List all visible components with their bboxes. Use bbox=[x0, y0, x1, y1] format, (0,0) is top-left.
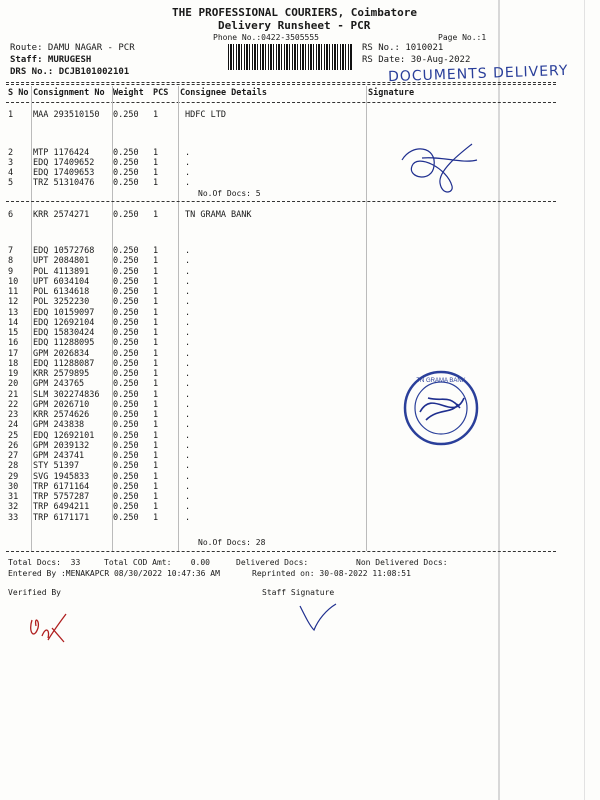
reprinted-on: Reprinted on: 30-08-2022 11:08:51 bbox=[252, 569, 411, 578]
cell-wt: 0.250 bbox=[113, 246, 139, 256]
cell-sno: 33 bbox=[8, 512, 19, 523]
cell-con: . bbox=[185, 317, 191, 328]
cell-cno: EDQ 10572768 bbox=[33, 246, 95, 256]
cell-pcs: 1 bbox=[153, 451, 159, 461]
scan-edge-line bbox=[584, 0, 585, 800]
cell-con: . bbox=[185, 297, 191, 308]
cell-con: . bbox=[185, 256, 191, 267]
cell-cno: TRP 6171171 bbox=[33, 512, 90, 523]
cell-con: . bbox=[185, 451, 191, 461]
cell-cno: EDQ 11288087 bbox=[33, 358, 95, 369]
col-signature: Signature bbox=[368, 88, 415, 98]
consignee-signature-hdfc bbox=[392, 138, 482, 198]
cell-cno: POL 3252230 bbox=[33, 297, 90, 308]
cell-sno: 31 bbox=[8, 492, 19, 502]
cell-cno: STY 51397 bbox=[33, 461, 80, 472]
cell-cno: EDQ 12692104 bbox=[33, 317, 95, 328]
cell-wt: 0.250 bbox=[113, 297, 139, 308]
cell-pcs: 1 bbox=[153, 461, 159, 472]
cell-pcs: 1 bbox=[153, 440, 159, 451]
cell-sno: 6 bbox=[8, 210, 14, 220]
page-number: Page No.:1 bbox=[438, 33, 487, 42]
header-rule-bottom bbox=[6, 102, 556, 103]
cell-cno: GPM 2026834 bbox=[33, 348, 90, 359]
cell-wt: 0.250 bbox=[113, 440, 139, 451]
cell-pcs: 1 bbox=[153, 246, 159, 256]
cell-con: . bbox=[185, 440, 191, 451]
cell-sno: 32 bbox=[8, 502, 19, 513]
col-pcs: PCS bbox=[153, 88, 169, 98]
cell-wt: 0.250 bbox=[113, 358, 139, 369]
cell-pcs: 1 bbox=[153, 481, 159, 492]
cell-wt: 0.250 bbox=[113, 389, 139, 400]
group1-docs-count: No.Of Docs: 5 bbox=[198, 189, 261, 198]
cell-sno: 9 bbox=[8, 266, 14, 277]
header-rule-top-2 bbox=[6, 84, 556, 85]
cell-con: . bbox=[185, 430, 191, 441]
cell-con: . bbox=[185, 389, 191, 400]
cell-con: TN GRAMA BANK bbox=[185, 210, 252, 220]
cell-pcs: 1 bbox=[153, 348, 159, 359]
cell-pcs: 1 bbox=[153, 317, 159, 328]
cell-sno: 22 bbox=[8, 399, 19, 410]
page-title: Delivery Runsheet - PCR bbox=[218, 19, 371, 32]
cell-wt: 0.250 bbox=[113, 276, 139, 287]
cell-sno: 11 bbox=[8, 287, 19, 297]
cell-con: . bbox=[185, 358, 191, 369]
col-weight: Weight bbox=[113, 88, 144, 98]
total-docs-label: Total Docs: 33 bbox=[8, 558, 81, 567]
rs-date: RS Date: 30-Aug-2022 bbox=[362, 55, 471, 65]
cell-sno: 19 bbox=[8, 369, 19, 379]
cell-cno: KRR 2574271 bbox=[33, 210, 90, 220]
verified-by: Verified By bbox=[8, 588, 61, 597]
staff-signature-label: Staff Signature bbox=[262, 588, 335, 597]
col-sno: S No bbox=[8, 88, 29, 98]
cell-wt: 0.250 bbox=[113, 328, 139, 338]
company-name: THE PROFESSIONAL COURIERS, Coimbatore bbox=[172, 6, 418, 19]
cell-sno: 28 bbox=[8, 461, 19, 472]
cell-con: . bbox=[185, 399, 191, 410]
cell-wt: 0.250 bbox=[113, 451, 139, 461]
bank-round-seal bbox=[398, 368, 484, 448]
cell-wt: 0.250 bbox=[113, 379, 139, 390]
cell-sno: 27 bbox=[8, 451, 19, 461]
cell-wt: 0.250 bbox=[113, 287, 139, 297]
drs-number: DRS No.: DCJB101002101 bbox=[10, 67, 130, 77]
cell-cno: TRP 6494211 bbox=[33, 502, 90, 513]
cell-pcs: 1 bbox=[153, 338, 159, 349]
cell-con: . bbox=[185, 410, 191, 420]
cell-con: . bbox=[185, 379, 191, 390]
cell-sno: 15 bbox=[8, 328, 19, 338]
total-docs-value: 33 bbox=[70, 558, 81, 567]
cell-sno: 12 bbox=[8, 297, 19, 308]
column-divider bbox=[31, 86, 32, 551]
cell-pcs: 1 bbox=[153, 399, 159, 410]
cell-wt: 0.250 bbox=[113, 481, 139, 492]
cell-wt: 0.250 bbox=[113, 369, 139, 379]
cell-con: . bbox=[185, 276, 191, 287]
cell-cno: GPM 243838 bbox=[33, 420, 85, 431]
cell-cno: GPM 2026710 bbox=[33, 399, 90, 410]
cell-wt: 0.250 bbox=[113, 461, 139, 472]
cell-pcs: 1 bbox=[153, 276, 159, 287]
cell-con: . bbox=[185, 338, 191, 349]
cell-con: . bbox=[185, 502, 191, 513]
col-consignee: Consignee Details bbox=[180, 88, 267, 98]
cell-pcs: 1 bbox=[153, 389, 159, 400]
staff-name: Staff: MURUGESH bbox=[10, 55, 92, 65]
cell-cno: SVG 1945833 bbox=[33, 471, 90, 482]
cell-sno: 30 bbox=[8, 481, 19, 492]
cell-wt: 0.250 bbox=[113, 266, 139, 277]
cell-sno: 23 bbox=[8, 410, 19, 420]
cell-wt: 0.250 bbox=[113, 338, 139, 349]
cell-sno: 10 bbox=[8, 276, 19, 287]
column-divider bbox=[366, 86, 367, 551]
cell-sno: 8 bbox=[8, 256, 14, 267]
column-divider bbox=[178, 86, 179, 551]
cell-wt: 0.250 bbox=[113, 420, 139, 431]
cell-pcs: 1 bbox=[153, 287, 159, 297]
cell-wt: 0.250 bbox=[113, 256, 139, 267]
cell-pcs: 1 bbox=[153, 297, 159, 308]
total-cod: Total COD Amt: 0.00 bbox=[104, 558, 210, 567]
svg-text:TN GRAMA BANK: TN GRAMA BANK bbox=[416, 378, 466, 384]
cell-cno: SLM 302274836 bbox=[33, 389, 100, 400]
cell-sno: 14 bbox=[8, 317, 19, 328]
cell-pcs: 1 bbox=[153, 328, 159, 338]
cell-con: . bbox=[185, 461, 191, 472]
cell-wt: 0.250 bbox=[113, 210, 139, 220]
cell-sno: 17 bbox=[8, 348, 19, 359]
cell-pcs: 1 bbox=[153, 256, 159, 267]
cell-pcs: 1 bbox=[153, 410, 159, 420]
cell-cno: GPM 243765 bbox=[33, 379, 85, 390]
cell-cno: KRR 2579895 bbox=[33, 369, 90, 379]
cell-wt: 0.250 bbox=[113, 502, 139, 513]
cell-pcs: 1 bbox=[153, 307, 159, 318]
cell-pcs: 1 bbox=[153, 420, 159, 431]
cell-sno: 16 bbox=[8, 338, 19, 349]
cell-wt: 0.250 bbox=[113, 512, 139, 523]
scan-edge-line bbox=[498, 0, 500, 800]
cell-cno: GPM 2039132 bbox=[33, 440, 90, 451]
cell-cno: UPT 2084801 bbox=[33, 256, 90, 267]
cell-wt: 0.250 bbox=[113, 317, 139, 328]
entered-by: Entered By :MENAKAPCR 08/30/2022 10:47:36 AM bbox=[8, 569, 220, 578]
cell-sno: 20 bbox=[8, 379, 19, 390]
rs-number: RS No.: 1010021 bbox=[362, 43, 444, 53]
cell-cno: EDQ 11288095 bbox=[33, 338, 95, 349]
cell-pcs: 1 bbox=[153, 502, 159, 513]
cell-con: . bbox=[185, 266, 191, 277]
cell-wt: 0.250 bbox=[113, 348, 139, 359]
documents-delivery-stamp: DOCUMENTS DELIVERY bbox=[387, 62, 569, 86]
cell-cno: EDQ 15830424 bbox=[33, 328, 95, 338]
cell-sno: 13 bbox=[8, 307, 19, 318]
cell-pcs: 1 bbox=[153, 369, 159, 379]
phone-number: Phone No.:0422-3505555 bbox=[213, 33, 319, 42]
cell-wt: 0.250 bbox=[113, 399, 139, 410]
cell-sno: 26 bbox=[8, 440, 19, 451]
cell-cno: GPM 243741 bbox=[33, 451, 85, 461]
header-rule-top bbox=[6, 82, 556, 83]
cell-con: . bbox=[185, 512, 191, 523]
total-cod-value: 0.00 bbox=[190, 558, 210, 567]
cell-con: . bbox=[185, 369, 191, 379]
verified-by-signature bbox=[24, 606, 74, 648]
cell-cno: POL 4113891 bbox=[33, 266, 90, 277]
cell-pcs: 1 bbox=[153, 471, 159, 482]
cell-pcs: 1 bbox=[153, 210, 159, 220]
cell-pcs: 1 bbox=[153, 358, 159, 369]
cell-cno: TRP 5757287 bbox=[33, 492, 90, 502]
cell-con: . bbox=[185, 348, 191, 359]
group2-docs-count: No.Of Docs: 28 bbox=[198, 538, 266, 547]
cell-con: . bbox=[185, 307, 191, 318]
cell-wt: 0.250 bbox=[113, 410, 139, 420]
cell-sno: 18 bbox=[8, 358, 19, 369]
cell-cno: UPT 6034104 bbox=[33, 276, 90, 287]
cell-cno: EDQ 10159097 bbox=[33, 307, 95, 318]
cell-sno: 24 bbox=[8, 420, 19, 431]
cell-con: . bbox=[185, 471, 191, 482]
group-separator bbox=[6, 201, 556, 202]
staff-signature bbox=[296, 600, 342, 634]
cell-pcs: 1 bbox=[153, 512, 159, 523]
cell-wt: 0.250 bbox=[113, 471, 139, 482]
col-consignment: Consignment No bbox=[33, 88, 105, 98]
cell-sno: 25 bbox=[8, 430, 19, 441]
delivered-docs: Delivered Docs: bbox=[236, 558, 309, 567]
cell-pcs: 1 bbox=[153, 266, 159, 277]
cell-wt: 0.250 bbox=[113, 307, 139, 318]
cell-cno: POL 6134618 bbox=[33, 287, 90, 297]
cell-con: . bbox=[185, 481, 191, 492]
cell-con: . bbox=[185, 420, 191, 431]
cell-wt: 0.250 bbox=[113, 492, 139, 502]
cell-con: . bbox=[185, 328, 191, 338]
cell-con: . bbox=[185, 492, 191, 502]
cell-pcs: 1 bbox=[153, 379, 159, 390]
route: Route: DAMU NAGAR - PCR bbox=[10, 43, 135, 53]
non-delivered-docs: Non Delivered Docs: bbox=[356, 558, 448, 567]
cell-pcs: 1 bbox=[153, 430, 159, 441]
cell-con: . bbox=[185, 287, 191, 297]
cell-sno: 21 bbox=[8, 389, 19, 400]
barcode bbox=[228, 44, 352, 70]
cell-wt: 0.250 bbox=[113, 430, 139, 441]
cell-pcs: 1 bbox=[153, 492, 159, 502]
cell-sno: 7 bbox=[8, 246, 14, 256]
table-end-rule bbox=[6, 551, 556, 552]
cell-cno: TRP 6171164 bbox=[33, 481, 90, 492]
cell-con: . bbox=[185, 246, 191, 256]
cell-sno: 29 bbox=[8, 471, 19, 482]
cell-cno: KRR 2574626 bbox=[33, 410, 90, 420]
cell-cno: EDQ 12692101 bbox=[33, 430, 95, 441]
